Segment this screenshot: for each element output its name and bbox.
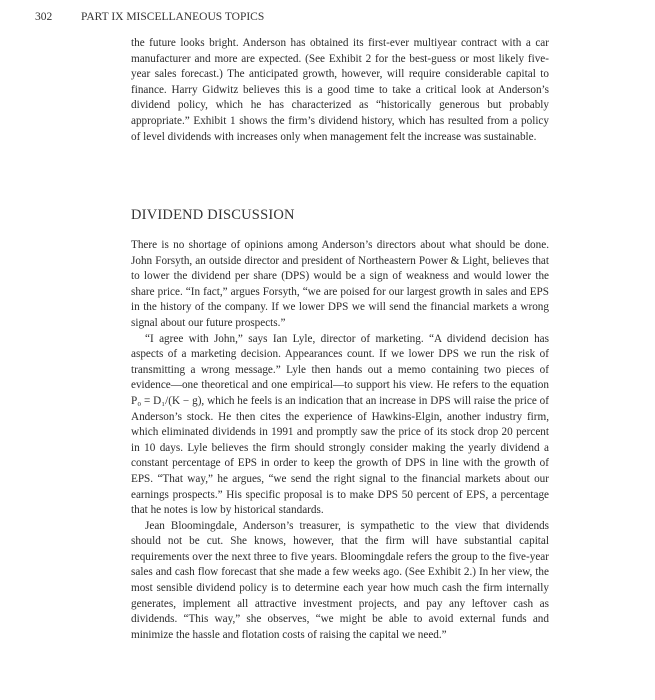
page-number: 302: [35, 11, 53, 23]
running-header: [35, 11, 264, 23]
paragraph-bloomingdale: Jean Bloomingdale, Anderson’s treasurer, is sympathetic to the view that dividends should not be cut. She knows, however, that the firm will have substantial capital requirements over the next three to five years. Bloomingdale refers the group to the five-year sales and cash flow forecast that she made a few weeks ago. (See Exhibit 2.) In her view, the most sensible dividend policy is to determine each year how much cash the firm internally generates, implement all attractive investment projects, and pay any leftover cash as dividends. “This way,” she observes, “we might be able to avoid external funds and minimize the hassle and flotation costs of raising the capital we need.”: [131, 519, 549, 641]
intro-text-block: [131, 36, 549, 145]
paragraph-lyle: “I agree with John,” says Ian Lyle, director of marketing. “A dividend decision has aspects of a marketing decision. Appearances count. If we lower DPS we run the risk of transmitting a wrong message.” Lyle then hands out a memo containing two pieces of evidence—one theoretical and one empirical—to support his view. He refers to the equation P₀ = D₁/(K − g), which he feels is an indication that an increase in DPS will raise the price of Anderson’s stock. He then cites the experience of Hawkins-Elgin, another industry firm, which eliminated dividends in 1991 and promptly saw the price of its stock drop 20 percent in 10 days. Lyle believes the firm should strongly consider making the yearly dividend a constant percentage of EPS in order to keep the growth of DPS in line with the growth of EPS. “That way,” he argues, “we send the right signal to the financial markets about our earnings prospects.” His specific proposal is to make DPS 50 percent of EPS, a percentage that he notes is low by historical standards.: [131, 332, 549, 517]
discussion-text-block: [131, 238, 549, 643]
running-title: PART IX MISCELLANEOUS TOPICS: [81, 11, 265, 23]
section-heading: DIVIDEND DISCUSSION: [131, 207, 295, 223]
intro-paragraph: the future looks bright. Anderson has obtained its first-ever multiyear contract with a car manufacturer and more are expected. (See Exhibit 2 for the best-guess or most likely five-year sales forecast.) The anticipated growth, however, will require considerable capital to finance. Harry Gidwitz believes this is a good time to take a critical look at Anderson’s dividend policy, which he has characterized as “historically generous but probably appropriate.” Exhibit 1 shows the firm’s dividend history, which has resulted from a policy of level dividends with increases only when management felt the increase was sustainable.: [131, 37, 549, 143]
paragraph-forsyth: There is no shortage of opinions among Anderson’s directors about what should be done. John Forsyth, an outside director and president of Northeastern Power & Light, believes that to lower the dividend per share (DPS) would be a sign of weakness and would lower the share price. “In fact,” argues Forsyth, “we are poised for our largest growth in sales and EPS in the history of the company. If we lower DPS we will send the financial markets a wrong signal about our future prospects.”: [131, 239, 549, 329]
